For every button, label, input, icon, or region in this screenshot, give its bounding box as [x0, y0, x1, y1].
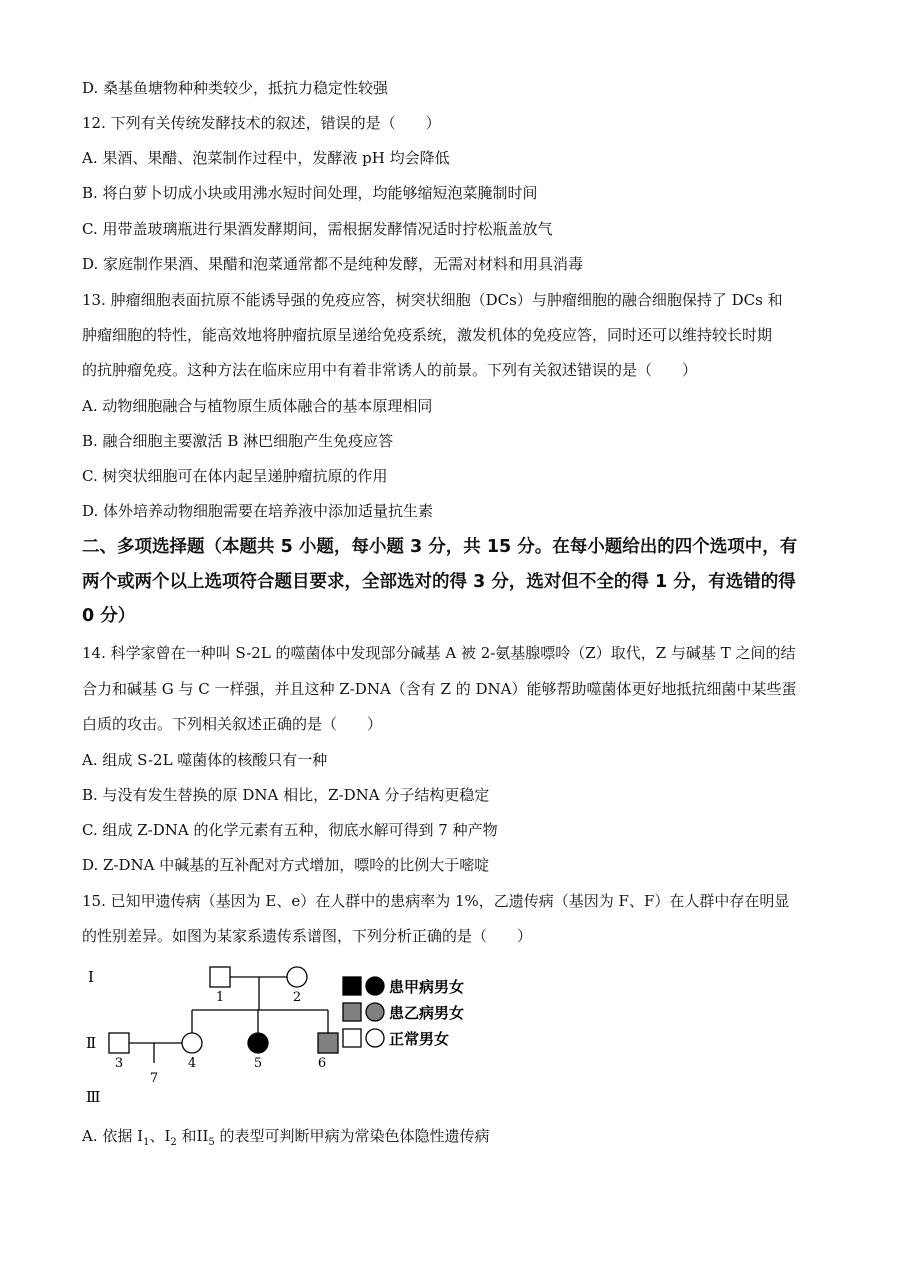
legend-female-normal [366, 1029, 384, 1047]
individual-number-4: 4 [187, 1056, 197, 1071]
q15-stem-line1: 15. 已知甲遗传病（基因为 E、e）在人群中的患病率为 1%，乙遗传病（基因为 F、F）在人群中存在明显 [82, 892, 790, 910]
individual-number-5: 5 [253, 1056, 263, 1071]
section-heading-line2: 两个或两个以上选项符合题目要求，全部选对的得 3 分，选对但不全的得 1 分，有选错的得 [82, 572, 796, 592]
individual-1-male [210, 967, 230, 987]
legend-male-a [343, 977, 361, 995]
q12-option-d: D. 家庭制作果酒、果醋和泡菜通常都不是纯种发酵，无需对材料和用具消毒 [82, 255, 584, 273]
q13-stem-line3: 的抗肿瘤免疫。这种方法在临床应用中有着非常诱人的前景。下列有关叙述错误的是（ ） [82, 361, 698, 379]
q12-stem: 12. 下列有关传统发酵技术的叙述，错误的是（ ） [82, 114, 441, 132]
q11-option-d: D. 桑基鱼塘物种种类较少，抵抗力稳定性较强 [82, 79, 389, 97]
legend-label-b: 患乙病男女 [389, 1004, 465, 1022]
q14-option-d: D. Z-DNA 中碱基的互补配对方式增加，嘌呤的比例大于嘧啶 [82, 856, 490, 874]
q14-stem-line2: 合力和碱基 G 与 C 一样强，并且这种 Z-DNA（含有 Z 的 DNA）能够帮助噬菌体更好地抵抗细菌中某些蛋 [82, 680, 797, 698]
individual-4-female [182, 1033, 202, 1053]
pedigree-chart [82, 960, 502, 1110]
individual-number-2: 2 [292, 990, 302, 1005]
legend-male-b [343, 1003, 361, 1021]
legend-label-normal: 正常男女 [389, 1030, 450, 1048]
q12-option-c: C. 用带盖玻璃瓶进行果酒发酵期间，需根据发酵情况适时拧松瓶盖放气 [82, 220, 553, 238]
q14-option-a: A. 组成 S-2L 噬菌体的核酸只有一种 [82, 751, 328, 769]
q13-option-a: A. 动物细胞融合与植物原生质体融合的基本原理相同 [82, 397, 433, 415]
q13-option-c: C. 树突状细胞可在体内起呈递肿瘤抗原的作用 [82, 467, 388, 485]
generation-label-2: Ⅱ [86, 1034, 97, 1052]
individual-number-3: 3 [114, 1056, 124, 1071]
q13-option-d: D. 体外培养动物细胞需要在培养液中添加适量抗生素 [82, 502, 434, 520]
q14-option-c: C. 组成 Z-DNA 的化学元素有五种，彻底水解可得到 7 种产物 [82, 821, 498, 839]
section-heading-line3: 0 分） [82, 606, 136, 626]
legend-female-a [366, 977, 384, 995]
q12-option-b: B. 将白萝卜切成小块或用沸水短时间处理，均能够缩短泡菜腌制时间 [82, 184, 538, 202]
q15-stem-line2: 的性别差异。如图为某家系遗传系谱图，下列分析正确的是（ ） [82, 927, 533, 945]
q13-option-b: B. 融合细胞主要激活 B 淋巴细胞产生免疫应答 [82, 432, 394, 450]
individual-number-7: 7 [149, 1071, 159, 1086]
individual-number-6: 6 [317, 1056, 327, 1071]
q13-stem-line1: 13. 肿瘤细胞表面抗原不能诱导强的免疫应答，树突状细胞（DCs）与肿瘤细胞的融合细胞保持了 DCs 和 [82, 291, 783, 309]
legend-label-a: 患甲病男女 [389, 978, 465, 996]
q12-option-a: A. 果酒、果醋、泡菜制作过程中，发酵液 pH 均会降低 [82, 149, 450, 167]
q14-option-b: B. 与没有发生替换的原 DNA 相比，Z-DNA 分子结构更稳定 [82, 786, 490, 804]
individual-6-male-affected-b [318, 1033, 338, 1053]
individual-3-male [109, 1033, 129, 1053]
section-heading-line1: 二、多项选择题（本题共 5 小题，每小题 3 分，共 15 分。在每小题给出的四个选项中，有 [82, 537, 798, 557]
generation-label-3: Ⅲ [86, 1088, 101, 1106]
q14-stem-line1: 14. 科学家曾在一种叫 S-2L 的噬菌体中发现部分碱基 A 被 2-氨基腺嘌呤（Z）取代，Z 与碱基 T 之间的结 [82, 644, 796, 662]
q14-stem-line3: 白质的攻击。下列相关叙述正确的是（ ） [82, 715, 383, 733]
q15-option-a: A. 依据 $I_1$、$I_2$ 和$II_5$ 的表型可判断甲病为常染色体隐性遗传病 [82, 1127, 490, 1148]
q13-stem-line2: 肿瘤细胞的特性，能高效地将肿瘤抗原呈递给免疫系统，激发机体的免疫应答，同时还可以维持较长时期 [82, 326, 773, 344]
legend-male-normal [343, 1029, 361, 1047]
individual-number-1: 1 [215, 990, 225, 1005]
individual-2-female [287, 967, 307, 987]
legend-female-b [366, 1003, 384, 1021]
generation-label-1: Ⅰ [88, 968, 94, 986]
individual-5-female-affected-a [248, 1033, 268, 1053]
